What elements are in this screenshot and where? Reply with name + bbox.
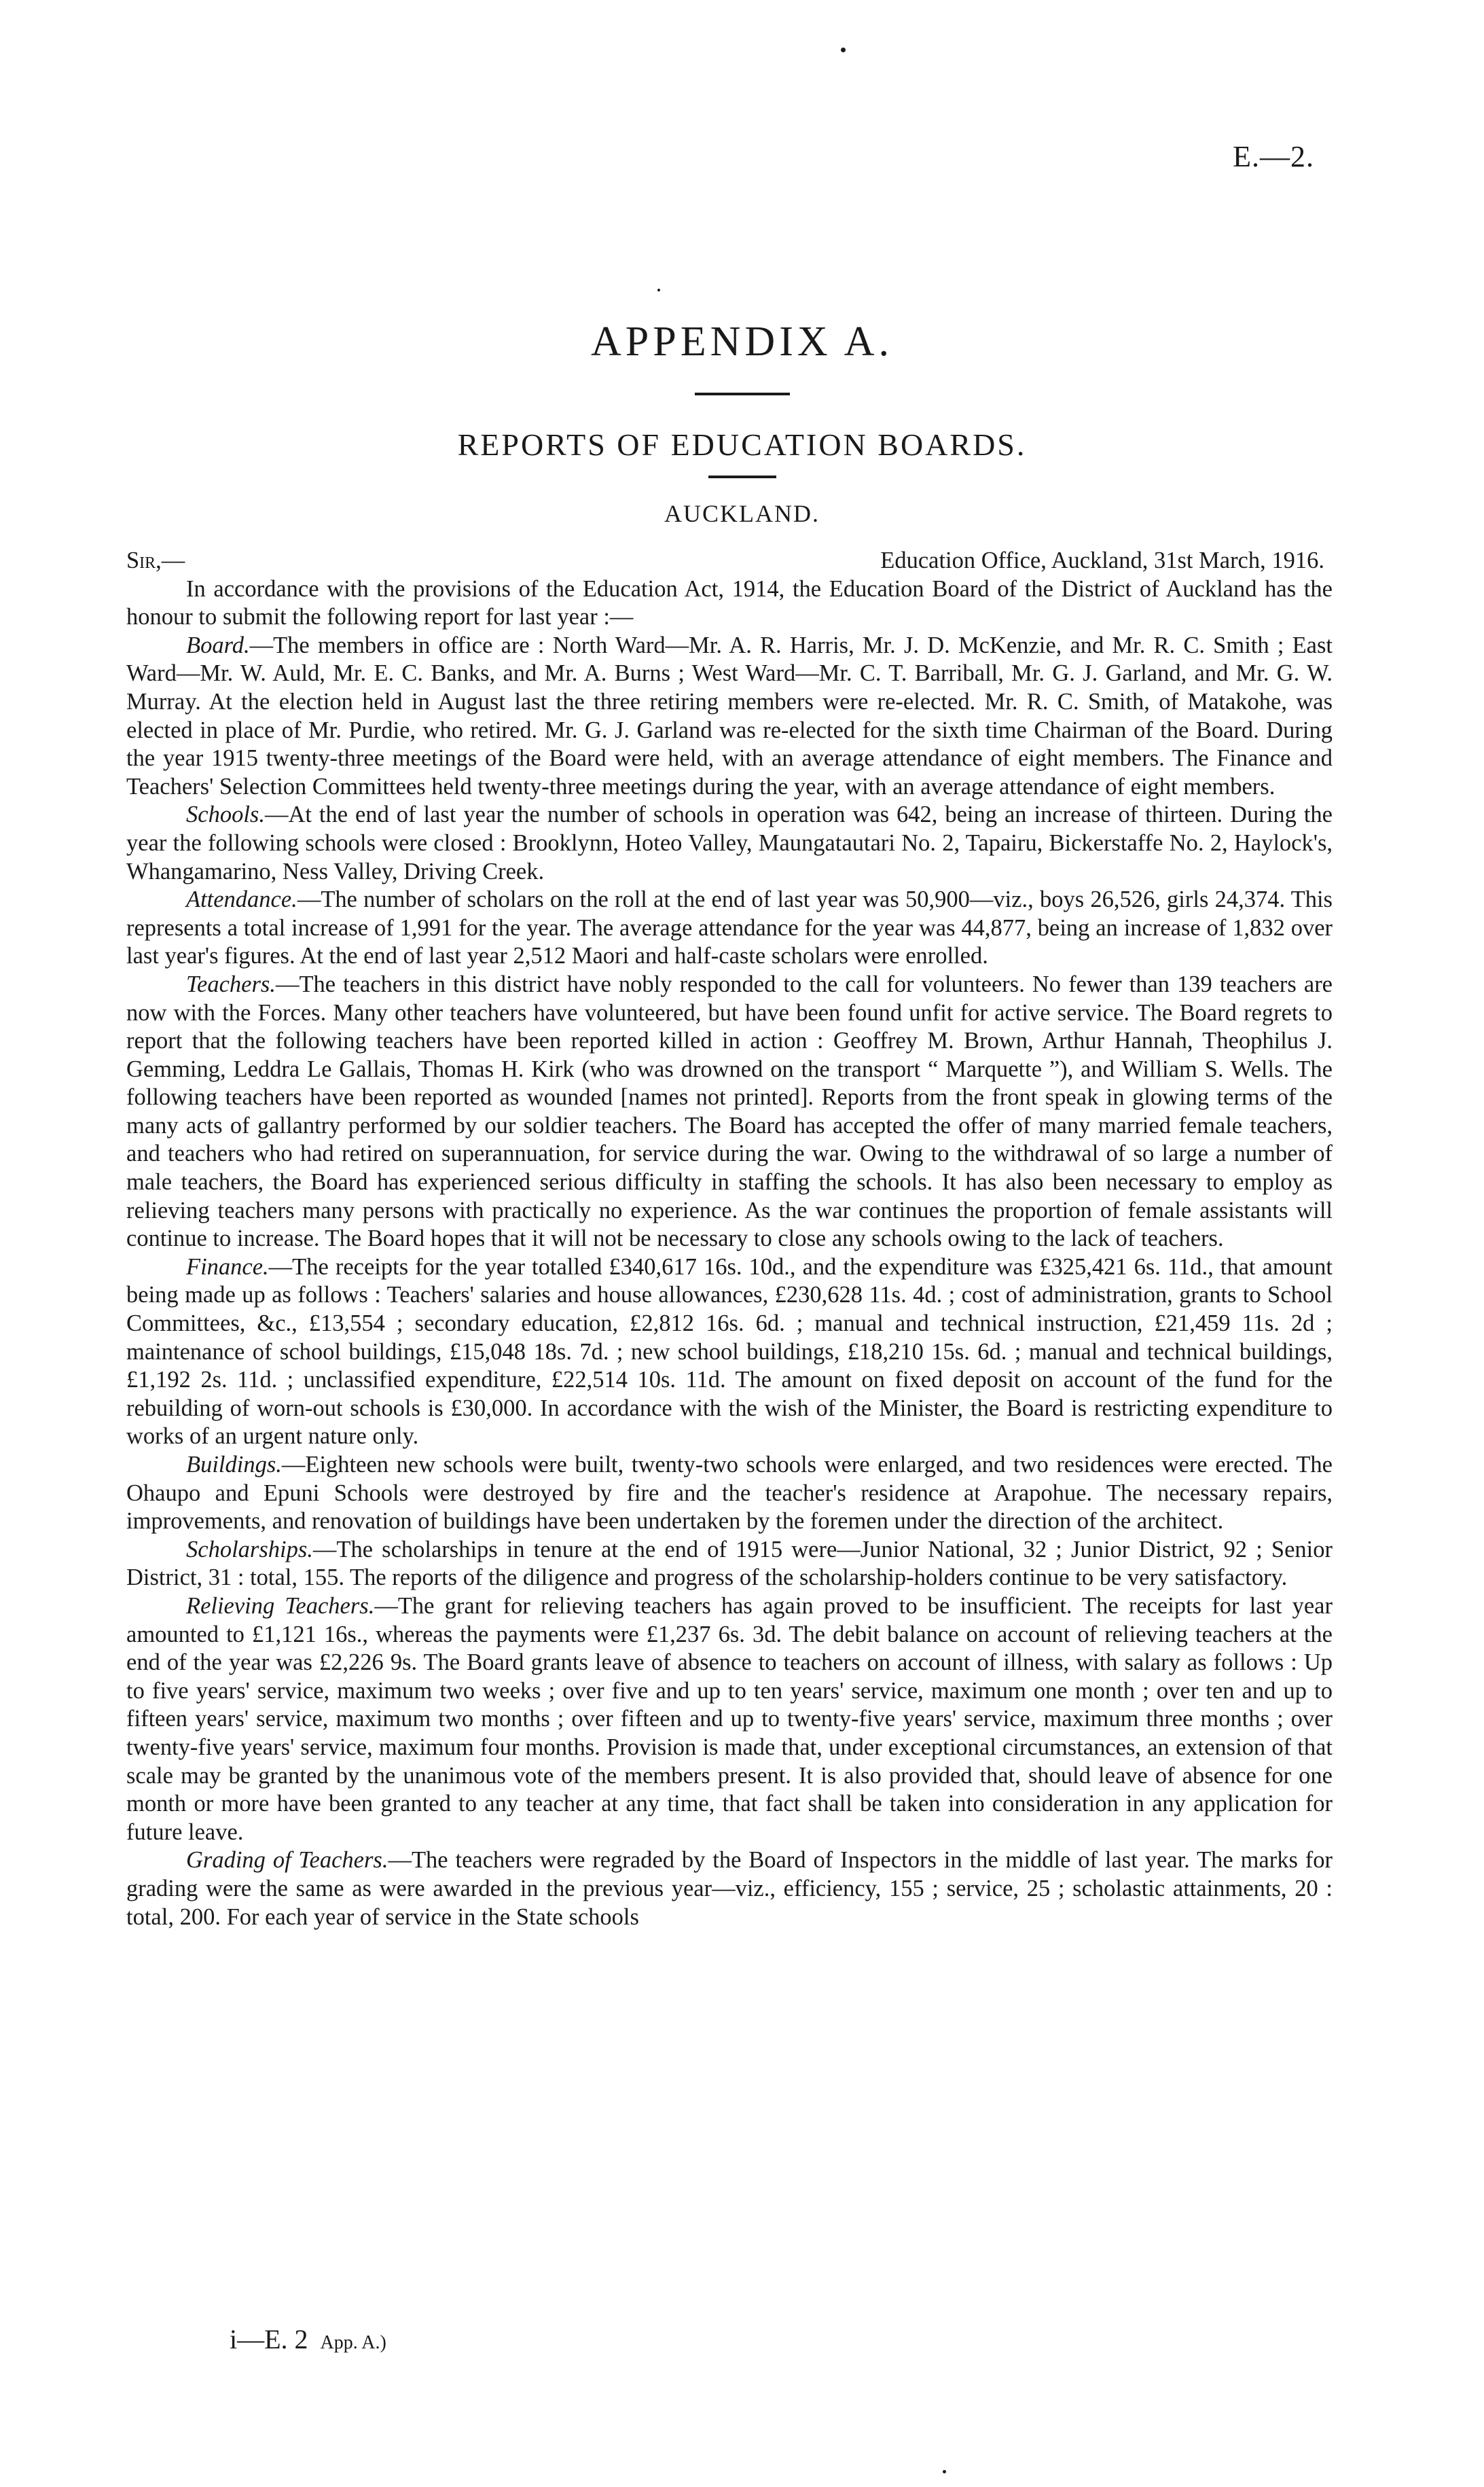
footer-note: App. A.)	[320, 2332, 386, 2353]
paragraph-text: —The teachers in this district have nobly responded to the call for volunteers. No fewer than 139 teachers are now with the Forces. Many other teachers have volunteered, but have been found unfit for active service. The Board regrets to report that the following teachers have been reported killed in action : Geoffrey M. Brown, Arthur Hannah, Theophilus J. Gemming, Leddra Le Gallais, Thomas H. Kirk (who was drowned on the transport “ Marquette ”), and William S. Wells. The following teachers have been reported as wounded [names not printed]. Reports from the front speak in glowing terms of the many acts of gallantry performed by our soldier teachers. The Board has accepted the offer of many married female teachers, and teachers who had retired on superannuation, for service during the war. Owing to the withdrawal of so large a number of male teachers, the Board has experienced serious difficulty in staffing the schools. It has also been necessary to employ as relieving teachers many persons with practically no experience. As the war continues the proportion of female assistants will continue to increase. The Board hopes that it will not be necessary to close any schools owing to the lack of teachers.	[126, 971, 1333, 1252]
page-reference: E.—2.	[1233, 140, 1314, 173]
print-mark-top	[841, 48, 846, 52]
paragraph-text: —The receipts for the year totalled £340,617 16s. 10d., and the expenditure was £325,421 6s. 11d., that amount being made up as follows : Teachers' salaries and house allowances, £230,628 11s. 4d. ; cost of administration, grants to School Committees, &c., £13,554 ; secondary education, £2,812 16s. 6d. ; manual and technical instruction, £21,459 11s. 2d ; maintenance of school buildings, £15,048 18s. 7d. ; new school buildings, £18,210 15s. 6d. ; manual and technical buildings, £1,192 2s. 11d. ; unclassified expenditure, £22,514 10s. 11d. The amount on fixed deposit on account of the fund for the rebuilding of worn-out schools is £30,000. In accordance with the wish of the Minister, the Board is restricting expenditure to works of an urgent nature only.	[126, 1253, 1333, 1450]
print-mark-mid	[657, 289, 660, 291]
paragraph-board	[126, 632, 1333, 802]
side-heading: Schools.	[186, 802, 265, 828]
salutation: Sir,—	[126, 548, 185, 573]
appendix-title: APPENDIX A.	[591, 319, 893, 365]
paragraph-scholarships	[126, 1536, 1333, 1592]
section-divider	[708, 476, 776, 478]
paragraph-schools	[126, 801, 1333, 886]
dateline: Education Office, Auckland, 31st March, 1916.	[880, 548, 1324, 573]
paragraph-finance	[126, 1253, 1333, 1451]
page-footer	[230, 2323, 386, 2355]
paragraph-attendance	[126, 886, 1333, 971]
paragraph-text: —The number of scholars on the roll at the end of last year was 50,900—viz., boys 26,526, girls 24,374. This represents a total increase of 1,991 for the year. The average attendance for the year was 44,877, being an increase of 1,832 over last year's figures. At the end of last year 2,512 Maori and half-caste scholars were enrolled.	[126, 887, 1333, 969]
section-title: REPORTS OF EDUCATION BOARDS.	[457, 427, 1027, 462]
side-heading: Attendance.	[186, 887, 297, 913]
side-heading: Scholarships.	[186, 1536, 313, 1562]
paragraph-grading-of-teachers	[126, 1846, 1333, 1931]
print-mark-bottom	[943, 2470, 946, 2473]
side-heading: Grading of Teachers.	[186, 1847, 388, 1874]
paragraph-text: —At the end of last year the number of schools in operation was 642, being an increase of thirteen. During the year the following schools were closed : Brooklynn, Hoteo Valley, Maungatautari No. 2, Tapairu, Bickerstaffe No. 2, Haylock's, Whangamarino, Ness Valley, Driving Creek.	[126, 802, 1333, 884]
side-heading: Teachers.	[186, 971, 276, 997]
side-heading: Buildings.	[186, 1452, 282, 1478]
title-divider	[695, 393, 790, 395]
paragraph-text: —The teachers were regraded by the Board of Inspectors in the middle of last year. The marks for grading were the same as were awarded in the previous year—viz., efficiency, 155 ; service, 25 ; scholastic attainments, 20 : total, 200. For each year of service in the State schools	[126, 1847, 1333, 1930]
intro-paragraph: In accordance with the provisions of the Education Act, 1914, the Education Board of the District of Auckland has the honour to submit the following report for last year :—	[126, 575, 1333, 630]
paragraph-teachers	[126, 971, 1333, 1253]
paragraph-relieving-teachers	[126, 1592, 1333, 1846]
region-title: AUCKLAND.	[664, 500, 820, 527]
paragraph-text: —Eighteen new schools were built, twenty-two schools were enlarged, and two residences were erected. The Ohaupo and Epuni Schools were destroyed by fire and the teacher's residence at Arapohue. The necessary repairs, improvements, and renovation of buildings have been undertaken by the foremen under the direction of the architect.	[126, 1452, 1333, 1535]
paragraph-buildings	[126, 1451, 1333, 1536]
report-body	[126, 547, 1333, 1931]
paragraph-text: —The members in office are : North Ward—Mr. A. R. Harris, Mr. J. D. McKenzie, and Mr. R. C. Smith ; East Ward—Mr. W. Auld, Mr. E. C. Banks, and Mr. A. Burns ; West Ward—Mr. C. T. Barriball, Mr. G. J. Garland, and Mr. G. W. Murray. At the election held in August last the three retiring members were re-elected. Mr. R. C. Smith, of Matakohe, was elected in place of Mr. Purdie, who retired. Mr. G. J. Garland was re-elected for the sixth time Chairman of the Board. During the year 1915 twenty-three meetings of the Board were held, with an average attendance of eight members. The Finance and Teachers' Selection Committees held twenty-three meetings during the year, with an average attendance of eight members.	[126, 632, 1333, 800]
paragraph-text: —The scholarships in tenure at the end of 1915 were—Junior National, 32 ; Junior District, 92 ; Senior District, 31 : total, 155. The reports of the diligence and progress of the scholarship-holders continue to be very satisfactory.	[126, 1536, 1333, 1591]
paragraph-text: —The grant for relieving teachers has again proved to be insufficient. The receipts for last year amounted to £1,121 16s., whereas the payments were £1,237 6s. 3d. The debit balance on account of relieving teachers at the end of the year was £2,226 9s. The Board grants leave of absence to teachers on account of illness, with salary as follows : Up to five years' service, maximum two weeks ; over five and up to ten years' service, maximum one month ; over ten and up to fifteen years' service, maximum two months ; over fifteen and up to twenty-five years' service, maximum three months ; over twenty-five years' service, maximum four months. Provision is made that, under exceptional circumstances, an extension of that scale may be granted by the unanimous vote of the members present. It is also provided that, should leave of absence for one month or more have been granted to any teacher at any time, that fact shall be taken into consideration in any application for future leave.	[126, 1592, 1333, 1845]
side-heading: Board.	[186, 632, 250, 658]
footer-signature: i—E. 2	[230, 2324, 308, 2355]
side-heading: Relieving Teachers.	[186, 1592, 375, 1619]
letter-header	[126, 547, 1333, 575]
side-heading: Finance.	[186, 1253, 269, 1280]
